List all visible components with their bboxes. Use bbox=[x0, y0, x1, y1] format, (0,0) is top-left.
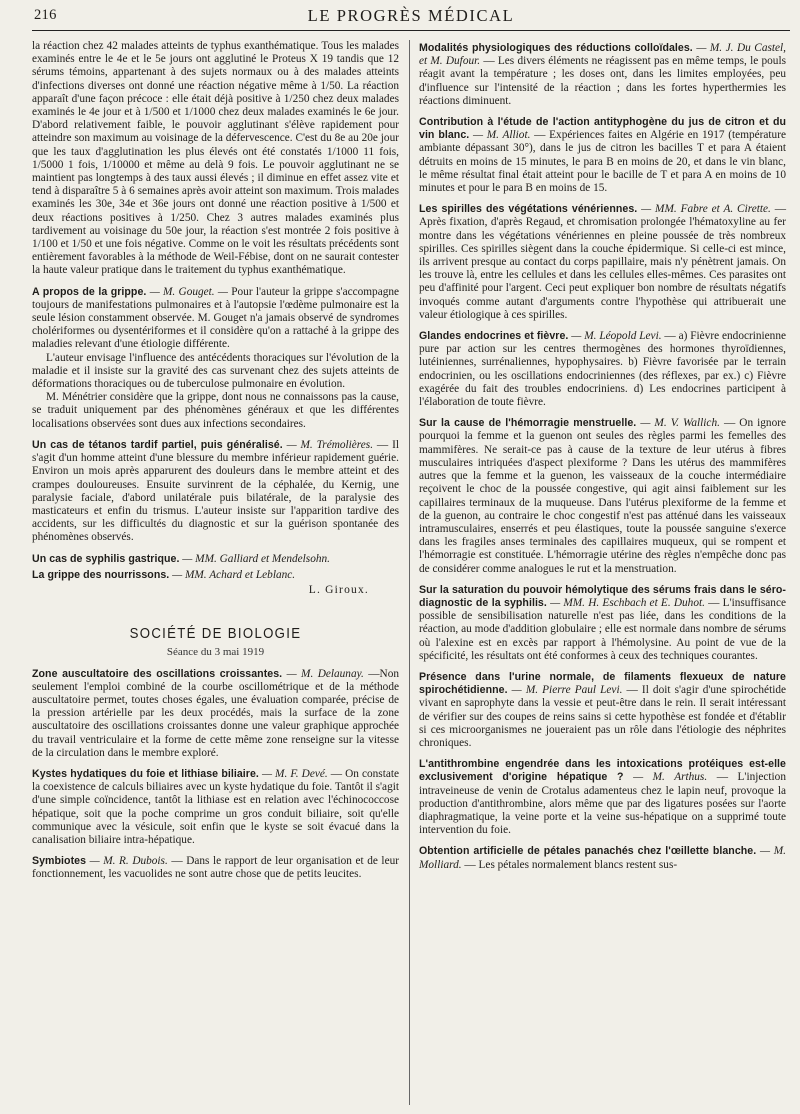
continued-paragraph: la réaction chez 42 malades atteints de typhus exanthématique. Tous les malades examinés entre le 4e et le 5e jours ont agglutiné le Proteus X 19 tandis que 12 sérums témoins, appartenant à des sujets normaux ou à des malades atteints d'infections diverses ont donné une réaction négative même à 1/50. La réaction apparaît d'une façon précoce : elle était déjà positive à 1/250 chez deux malades examinés le 4e jour et à 1/500 et 1/1000 chez deux malades examinés le 6e jour. D'abord relativement faible, le pouvoir agglutinant s'élève rapidement pour atteindre son maximum au voisinage de la défervescence. C'est du 8e au 20e jour que les taux d'agglutination les plus élevés ont été constatés 1/1000 11 fois, 1/5000 1 fois, 1/10000 et même au delà 9 fois. Le pouvoir agglutinant ne se maintient pas longtemps à des taux aussi élevés ; il diminue en effet assez vite et tend à disparaître 5 à 6 semaines après avoir atteint son maximum. Trois malades examinés les 30e, 34e et 36e jours ont donné une réaction positive à 1/500 et deux réactions positives à 1/250. Chez 3 autres malades examinés plus tardivement au voisinage du 50e jour, la réaction s'est montrée 2 fois positive à 1/100 et 1/50 et une fois négative. Comme on le voit les résultats précédents sont entièrement favorables à la méthode de Weil-Fébise, dont on ne saurait contester la haute valeur pratique dans le traitement du typhus exanthématique. bbox=[32, 40, 399, 277]
article-author: — M. Delaunay. bbox=[286, 667, 364, 680]
article-author: — M. R. Dubois. bbox=[89, 855, 168, 868]
article-tetanos bbox=[32, 439, 399, 545]
article-text: — Les divers éléments ne réagissent pas en même temps, le pouls réagit avant la température ; les doses ont, dans les limites employées, peu d'influence sur l'intensité de la réaction ; dans les fortes hyperthermies les réactions diminuent. bbox=[419, 55, 786, 107]
article-title: Zone auscultatoire des oscillations croissantes. bbox=[32, 667, 283, 680]
section-title: SOCIÉTÉ DE BIOLOGIE bbox=[129, 625, 302, 643]
article-kystes bbox=[32, 768, 399, 847]
article-filaments bbox=[419, 671, 786, 750]
article-glandes bbox=[419, 330, 786, 409]
article-title: La grippe des nourrissons. bbox=[32, 568, 170, 581]
article-symbiotes bbox=[32, 855, 399, 881]
article-author: — M. Trémolières. bbox=[286, 438, 374, 451]
article-title: Un cas de syphilis gastrique. bbox=[32, 552, 180, 565]
article-antithrombine bbox=[419, 758, 786, 837]
section-date: Séance du 3 mai 1919 bbox=[166, 646, 265, 659]
signature: L. Giroux. bbox=[308, 583, 369, 596]
article-grippe bbox=[32, 286, 399, 352]
article-citron bbox=[419, 116, 786, 195]
article-text: — L'insuffisance possible de sensibilisation naturelle n'est pas liée, dans les conditions de la réaction, au mode d'addition globulaire ; elle est normale dans nombre de sérums où l'alexine est en excès par rapport à l'hémolysine. Au point de vue de la spécificité, les résultats ont été conformes à ceux des techniques courantes. bbox=[419, 596, 786, 662]
left-column bbox=[32, 40, 399, 890]
article-colloidales bbox=[419, 42, 786, 108]
article-author: — MM. Galliard et Mendelsohn. bbox=[182, 552, 330, 565]
article-hemorragie bbox=[419, 417, 786, 575]
article-title: Modalités physiologiques des réductions colloïdales. bbox=[419, 42, 693, 54]
article-author: — M. Alliot. bbox=[472, 129, 531, 142]
article-saturation bbox=[419, 584, 786, 663]
article-paragraph: M. Ménétrier considère que la grippe, dont nous ne connaissons pas la cause, se traduit uniquement par des phénomènes généraux et que les différentes localisations observées sont dues aux infections secondaires. bbox=[32, 391, 399, 430]
article-text: — a) Fièvre endocrinienne pure par action sur les centres thermogènes des hormones thyroïdiennes, lutéiniennes, surrénaliennes, hypophysaires. b) Fièvre favorisée par le terrain endocrinien, ou les oscillations endocriniennes (des réflexes, par ex.) c) Fièvre exagérée du fait des troubles endocriniens. d) Les endocrines participent à l'élaboration de toute fièvre. bbox=[419, 330, 786, 409]
journal-title: LE PROGRÈS MÉDICAL bbox=[307, 6, 515, 25]
article-nourrissons bbox=[32, 569, 399, 582]
article-author: — M. F. Devé. bbox=[261, 767, 328, 780]
article-author: — M. Molliard. bbox=[419, 845, 787, 871]
article-text: — Expériences faites en Algérie en 1917 (température ambiante dépassant 30°), dans le jus de citron les bacilles T et para A étaient détruits en moins de 15 minutes, le para B en moins de 20, et dans le vin blanc, le même résultat final était atteint pour le bacille de T et para A en moins de 10 minutes et pour le para B en moins de 15. bbox=[419, 129, 786, 195]
article-paragraph: L'auteur envisage l'influence des antécédents thoraciques sur l'évolution de la maladie et il insiste sur la gravité des cas survenant chez des sujets atteints de déformations thoraciques ou de tuberculose pulmonaire en évolution. bbox=[32, 351, 399, 391]
article-oscillations bbox=[32, 668, 399, 760]
article-title: Obtention artificielle de pétales panachés chez l'œillette blanche. bbox=[419, 845, 757, 858]
article-title: Contribution à l'étude de l'action antityphogène du jus de citron et du vin blanc. bbox=[419, 116, 786, 142]
right-column bbox=[419, 40, 786, 880]
article-text: — Après fixation, d'après Regaud, et chromisation prolongée l'hématoxyline au fer montre dans les végétations vénériennes en pleine poussée de très nombreux spirilles. Ces spirilles siègent dans la couche épidermique. Si celle-ci est mince, ils arrivent presque au contact du corps papillaire, mais n'y pénètrent jamais. On les trouve là, entre les cellules et dans les cellules elles-mêmes. Ces parasites ont peu d'affinité pour l'argent. Ceci peut expliquer bon nombre de résultats négatifs invoqués comme autant d'arguments contre l'hypothèse qui attribuerait une valeur étiologique à ces spirilles. bbox=[419, 203, 786, 321]
article-text: — Les pétales normalement blancs restent sus- bbox=[464, 858, 678, 871]
article-title: A propos de la grippe. bbox=[32, 285, 147, 298]
article-author: — M. Pierre Paul Levi. bbox=[511, 684, 623, 697]
article-author: — MM. Fabre et A. Cirette. bbox=[641, 203, 771, 216]
article-title: Sur la cause de l'hémorragie menstruelle. bbox=[419, 417, 637, 430]
page-number: 216 bbox=[34, 7, 57, 23]
page-header bbox=[32, 5, 790, 31]
article-author: — MM. H. Eschbach et E. Duhot. bbox=[550, 596, 705, 609]
article-petales bbox=[419, 845, 786, 871]
article-text: — Il doit s'agir d'une spirochétide vivant en saprophyte dans la vessie et peut-être dans le rein. Il serait intéressant de vérifier sur des coupes de reins sains si cette hypothèse est fondée et d'établir si ces microorganismes ne joueraient pas un rôle dans l'étiologie des néphrites chroniques. bbox=[419, 684, 787, 749]
article-title: Les spirilles des végétations vénériennes. bbox=[419, 203, 638, 216]
article-text: —Non seulement l'emploi combiné de la courbe oscillométrique et de la méthode auscultatoire permet, toutes choses égales, une évaluation comparée, précise de la pression artérielle par les deux procédés, mais la surface de la zone auscultatoire des oscillations croissantes donne une valeur graphique approchée du travail ventriculaire et la forme de cette même zone renseigne sur la vitesse de la circulation dans le membre exploré. bbox=[32, 667, 399, 759]
article-author: — MM. Achard et Leblanc. bbox=[172, 568, 296, 581]
article-title: Présence dans l'urine normale, de filaments flexueux de nature spirochétidienne. bbox=[419, 670, 786, 697]
column-divider bbox=[409, 40, 410, 1105]
article-text: Pour l'auteur la grippe s'accompagne toujours de manifestations pulmonaires et à l'autopsie l'œdème pulmonaire est la seule lésion constamment observée. M. Gouget n'a jamais observé de syndromes cholériformes ou dysentériformes et il considère qu'on a rattaché à la grippe des maladies relevant d'une étiologie différente. bbox=[32, 285, 400, 351]
article-author: — M. Arthus. bbox=[633, 771, 708, 784]
article-title: Glandes endocrines et fièvre. bbox=[419, 330, 569, 343]
article-text: — L'injection intraveineuse de venin de Crotalus adamenteus chez le lapin neuf, provoque la production d'antithrombine, alors même que par des ligatures posées sur l'aorte diaphragmatique, la veine porte et la veine sus-hépatique on a supprimé toute intervention du foie. bbox=[419, 771, 786, 837]
article-author: — M. Léopold Levi. bbox=[571, 330, 662, 343]
article-title: L'antithrombine engendrée dans les intoxications protéiques est-elle exclusivement d'origine hépatique ? bbox=[419, 758, 786, 784]
article-syphilis bbox=[32, 553, 399, 566]
article-author: — M. Gouget. — bbox=[149, 285, 228, 298]
article-title: Sur la saturation du pouvoir hémolytique des sérums frais dans le séro-diagnostic de la syphilis. bbox=[419, 583, 786, 609]
article-author: — M. V. Wallich. bbox=[640, 417, 720, 430]
article-title: Kystes hydatiques du foie et lithiase biliaire. bbox=[32, 767, 259, 780]
article-spirilles bbox=[419, 203, 786, 322]
article-title: Un cas de tétanos tardif partiel, puis généralisé. bbox=[32, 438, 283, 451]
article-author: — M. J. Du Castel, et M. Dufour. bbox=[419, 42, 786, 68]
article-text: — Il s'agit d'un homme atteint d'une blessure du membre inférieur rapidement guérie. Environ un mois après apparurent des douleurs dans le membre atteint et des crampes douloureuses. Ensuite survinrent de la céphalée, du Kernig, une paralysie faciale, d'abord unilatérale puis bilatérale, de la paralysie des masticateurs et enfin du trismus. L'auteur insiste sur l'apparition tardive des accidents, sur les difficultés du diagnostic et sur la guérison spontanée des phénomènes observés. bbox=[32, 438, 400, 544]
article-text: — On ignore pourquoi la femme et la guenon ont seules des règles parmi les femelles des mammifères. Ne serait-ce pas à cause de la texture de leur utérus à fibres musculaires intriquées d'aspect plexiforme ? Dans les utérus des mammifères autres que la femme et la guenon, les vaisseaux de la couche intermédiaire reçoivent le choc de la poussée congestive, qui agit ainsi faiblement sur les capillaires terminaux de la muqueuse. Dans l'utérus plexiforme de la femme et de la guenon, au contraire le choc congestif n'est pas atténué dans les vaisseaux intramusculaires, enserrés et peu élastiques, toute la poussée sanguine s'exerce dans les fragiles anses terminales des capillaires muqueux, qui se rompent et l'hémorragie est constituée. L'hémorragie utérine des règles n'empêche donc pas de considérer comme analogues le rut et la menstruation. bbox=[419, 417, 787, 575]
article-text: — On constate la coexistence de calculs biliaires avec un kyste hydatique du foie. Tantôt il s'agit d'une simple coïncidence, tantôt la lithiase est en relation avec l'échinococcose hépatique, soit que la poche comprime un gros conduit biliaire, soit qu'elle communique avec la vésicule, soit enfin que le kyste se soit évacué dans la canalisation biliaire intra-hépatique. bbox=[32, 767, 399, 846]
article-text: — Dans le rapport de leur organisation et de leur fonctionnement, les vacuolides ne sont autre chose que de petits leucites. bbox=[32, 855, 400, 881]
article-title: Symbiotes bbox=[32, 855, 87, 868]
